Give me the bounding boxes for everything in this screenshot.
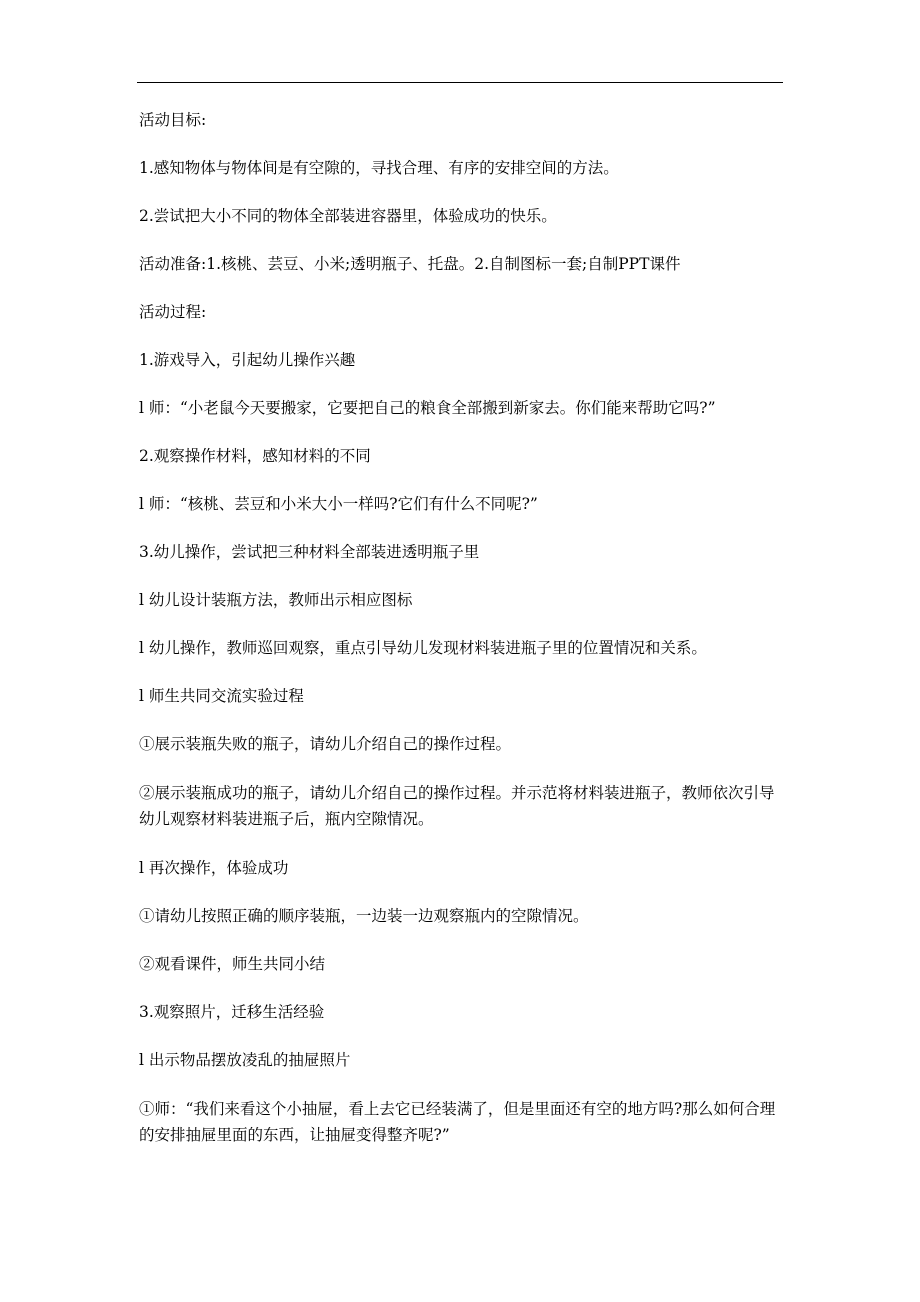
goal-1: 1.感知物体与物体间是有空隙的，寻找合理、有序的安排空间的方法。 — [139, 159, 619, 177]
step-3-item-2: l 幼儿操作，教师巡回观察，重点引导幼儿发现材料装进瓶子里的位置情况和关系。 — [139, 639, 707, 657]
heading-goals: 活动目标: — [139, 111, 207, 129]
document-body — [139, 108, 789, 1172]
step-2-title: 2.观察操作材料，感知材料的不同 — [139, 447, 371, 465]
heading-process: 活动过程: — [139, 303, 207, 321]
step-3-sub-1: ①展示装瓶失败的瓶子，请幼儿介绍自己的操作过程。 — [139, 735, 512, 753]
step-4-title: 3.观察照片，迁移生活经验 — [139, 1003, 325, 1021]
step-3-sub-3: ①请幼儿按照正确的顺序装瓶，一边装一边观察瓶内的空隙情况。 — [139, 907, 589, 925]
step-3-item-3: l 师生共同交流实验过程 — [139, 687, 304, 705]
step-4-sub-1: ①师：“我们来看这个小抽屉，看上去它已经装满了，但是里面还有空的地方吗?那么如何合理的安排抽屉里面的东西，让抽屉变得整齐呢?” — [139, 1100, 776, 1144]
step-3-sub-2: ②展示装瓶成功的瓶子，请幼儿介绍自己的操作过程。并示范将材料装进瓶子，教师依次引导幼儿观察材料装进瓶子后，瓶内空隙情况。 — [139, 784, 775, 828]
goal-2: 2.尝试把大小不同的物体全部装进容器里，体验成功的快乐。 — [139, 207, 557, 225]
step-3-item-1: l 幼儿设计装瓶方法，教师出示相应图标 — [139, 591, 413, 609]
header-rule — [137, 82, 783, 83]
step-2-item: l 师：“核桃、芸豆和小米大小一样吗?它们有什么不同呢?” — [139, 495, 538, 513]
step-4-item: l 出示物品摆放凌乱的抽屉照片 — [139, 1051, 351, 1069]
step-3-item-4: l 再次操作，体验成功 — [139, 859, 289, 877]
step-1-item: l 师：“小老鼠今天要搬家，它要把自己的粮食全部搬到新家去。你们能来帮助它吗?” — [139, 399, 716, 417]
step-1-title: 1.游戏导入，引起幼儿操作兴趣 — [139, 351, 356, 369]
step-3-title: 3.幼儿操作，尝试把三种材料全部装进透明瓶子里 — [139, 543, 480, 561]
preparation: 活动准备:1.核桃、芸豆、小米;透明瓶子、托盘。2.自制图标一套;自制PPT课件 — [139, 255, 681, 273]
step-3-sub-4: ②观看课件，师生共同小结 — [139, 955, 326, 973]
